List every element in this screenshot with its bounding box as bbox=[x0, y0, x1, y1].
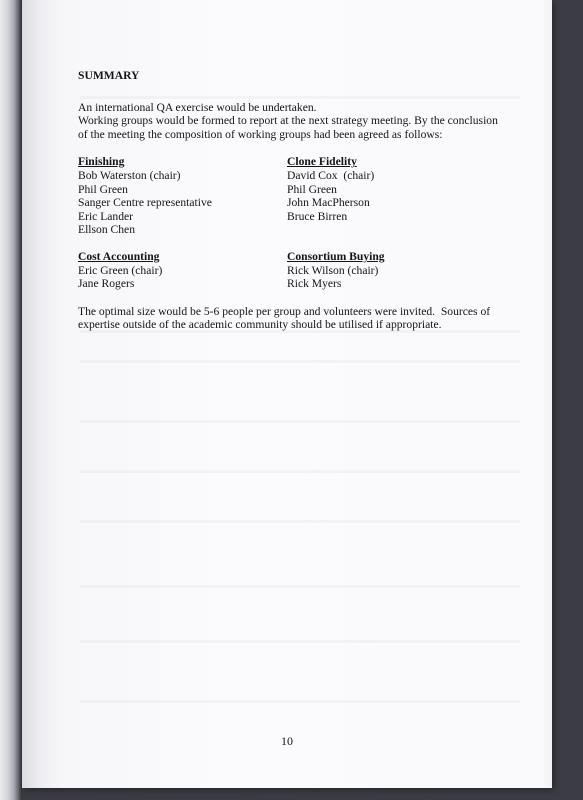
group-member: Ellson Chen bbox=[78, 223, 136, 237]
group-member: Phil Green bbox=[287, 182, 337, 196]
intro-line-qa: An international QA exercise would be undertaken. bbox=[78, 100, 317, 114]
adjacent-page-edge bbox=[0, 0, 22, 800]
group-member: Bruce Birren bbox=[287, 209, 348, 223]
show-through-line bbox=[80, 420, 520, 423]
show-through-line bbox=[80, 520, 520, 523]
group-title: Cost Accounting bbox=[78, 249, 160, 263]
group-member: Phil Green bbox=[78, 182, 128, 196]
group-consortium-buying bbox=[287, 250, 487, 291]
intro-paragraph bbox=[78, 101, 508, 142]
page-number: 10 bbox=[281, 734, 293, 748]
group-member: Rick Wilson (chair) bbox=[287, 263, 379, 277]
group-clone-fidelity bbox=[287, 155, 487, 237]
group-title: Consortium Buying bbox=[287, 249, 385, 263]
group-member: John MacPherson bbox=[287, 196, 370, 210]
document-page bbox=[22, 0, 552, 788]
show-through-line bbox=[80, 640, 520, 643]
group-member: Eric Lander bbox=[78, 209, 134, 223]
group-member: Jane Rogers bbox=[78, 277, 135, 291]
group-title: Clone Fidelity bbox=[287, 155, 357, 169]
document-body bbox=[78, 69, 508, 332]
group-member: David Cox (chair) bbox=[287, 168, 375, 182]
group-member: Bob Waterston (chair) bbox=[78, 168, 181, 182]
group-title: Finishing bbox=[78, 155, 125, 169]
intro-line-working-groups: Working groups would be formed to report at the next strategy meeting. By the conclusion of the meeting the composition of working groups had been agreed as follows: bbox=[78, 114, 498, 141]
working-groups bbox=[78, 155, 508, 290]
group-member: Eric Green (chair) bbox=[78, 263, 163, 277]
group-cost-accounting bbox=[78, 250, 287, 291]
show-through-line bbox=[80, 700, 520, 703]
show-through-line bbox=[80, 470, 520, 473]
group-finishing bbox=[78, 155, 287, 237]
group-member: Sanger Centre representative bbox=[78, 196, 212, 210]
show-through-line bbox=[80, 585, 520, 588]
summary-heading: SUMMARY bbox=[78, 69, 140, 82]
closing-paragraph: The optimal size would be 5-6 people per group and volunteers were invited. Sources of expertise outside of the academic community should be utilised if appropriate. bbox=[78, 304, 494, 332]
group-member: Rick Myers bbox=[287, 277, 342, 291]
show-through-line bbox=[80, 360, 520, 363]
